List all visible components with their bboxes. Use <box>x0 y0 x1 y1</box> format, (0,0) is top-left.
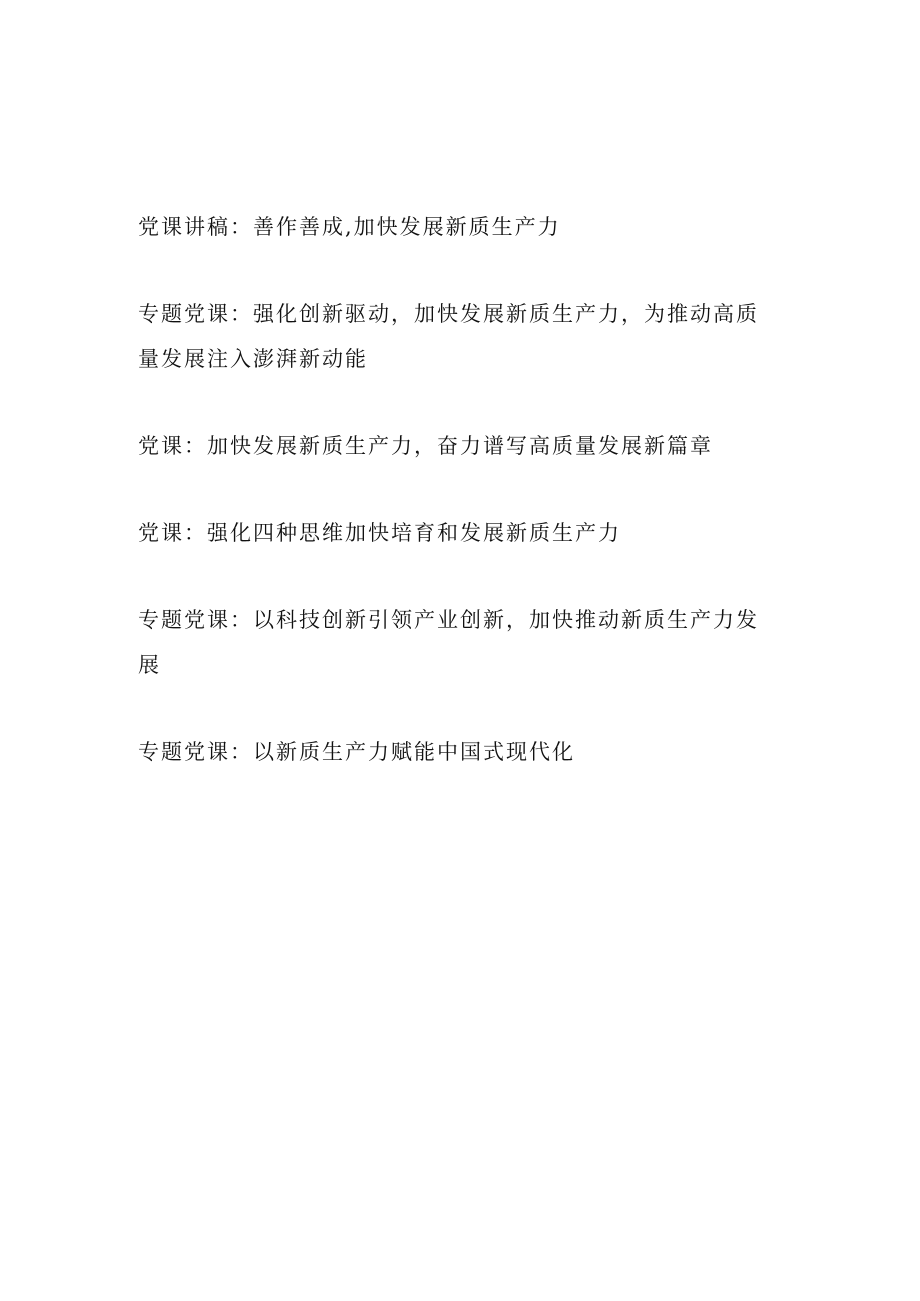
list-item: 专题党课：以新质生产力赋能中国式现代化 <box>138 740 575 764</box>
title-list <box>138 205 778 817</box>
list-item: 专题党课：以科技创新引领产业创新，加快推动新质生产力发展 <box>138 608 759 677</box>
list-item: 专题党课：强化创新驱动，加快发展新质生产力，为推动高质量发展注入澎湃新动能 <box>138 302 759 371</box>
list-item: 党课：加快发展新质生产力，奋力谱写高质量发展新篇章 <box>138 434 713 458</box>
list-item: 党课：强化四种思维加快培育和发展新质生产力 <box>138 521 621 545</box>
list-item: 党课讲稿：善作善成,加快发展新质生产力 <box>138 215 561 239</box>
